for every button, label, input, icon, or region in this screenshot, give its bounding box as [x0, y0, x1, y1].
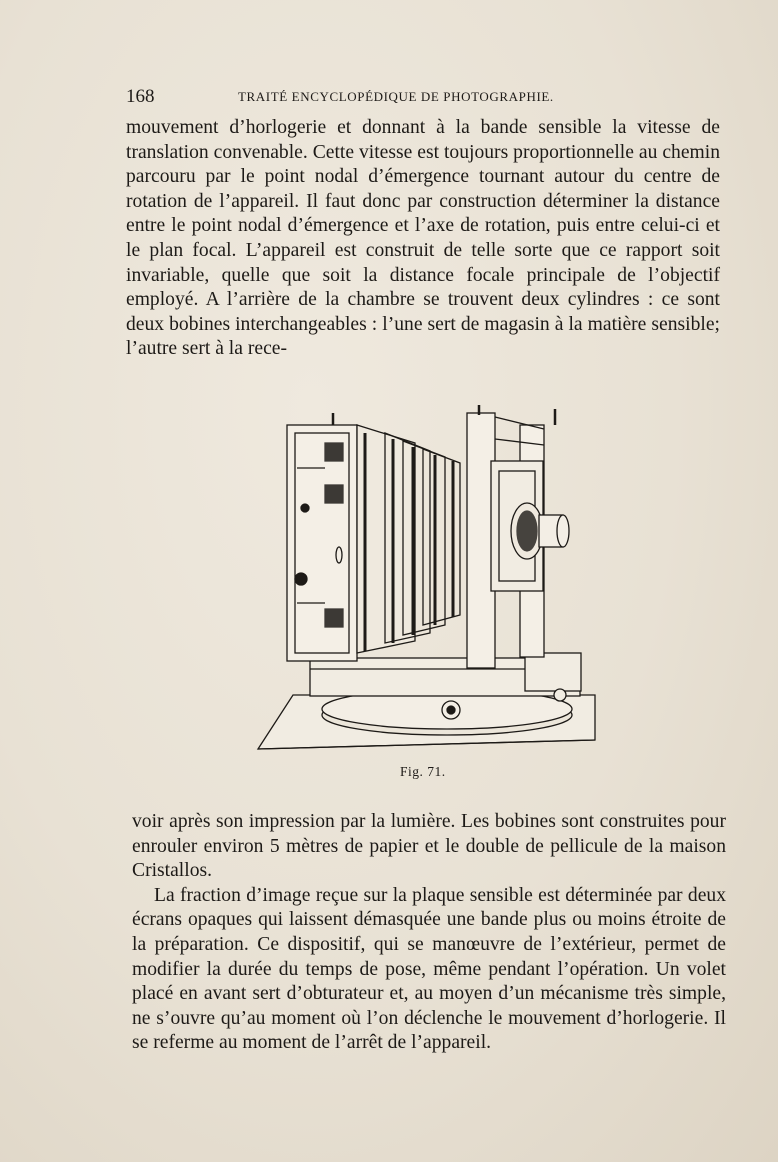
figure-caption: Fig. 71.: [400, 764, 446, 779]
paragraph-1: mouvement d’horlogerie et donnant à la bande sensible la vitesse de translation convenable. Cette vitesse est toujours proportionnelle au chemin parcouru par le point nodal d’émergence tournant autour du centre de rotation de l’appareil. Il faut donc par construction déterminer la distance entre le point nodal d’émergence et l’axe de rotation, puis entre celui-ci et le plan focal. L’appareil est construit de telle sorte que ce rapport soit invariable, quelle que soit la distance focale principale de l’objectif employé. A l’arrière de la chambre se trouvent deux cylindres : ce sont deux bobines interchangeables : l’une sert de magasin à la matière sensible; l’autre sert à la rece-: [126, 117, 720, 360]
text-block-bottom: [132, 810, 726, 1056]
page-number: 168: [126, 86, 155, 107]
text-block-top: [126, 116, 720, 362]
camera-illustration: [255, 403, 600, 755]
paragraph-3: La fraction d’image reçue sur la plaque sensible est déterminée par deux écrans opaques qui laissent démasquée une bande plus ou moins étroite de la préparation. Ce dispositif, qui se manœuvre de l’extérieur, permet de modifier la durée du temps de pose, même pendant l’opération. Un volet placé en avant sert d’obturateur et, au moyen d’un mécanisme très simple, ne s’ouvre qu’au moment où l’on déclenche le mouvement d’horlogerie. Il se referme au moment de l’arrêt de l’appareil.: [132, 884, 726, 1054]
page-header: [126, 86, 606, 112]
running-title: TRAITÉ ENCYCLOPÉDIQUE DE PHOTOGRAPHIE.: [238, 89, 554, 104]
figure-71: [255, 403, 600, 755]
paragraph-2: voir après son impression par la lumière. Les bobines sont construites pour enrouler environ 5 mètres de papier et le double de pellicule de la maison Cristallos.: [132, 811, 726, 882]
